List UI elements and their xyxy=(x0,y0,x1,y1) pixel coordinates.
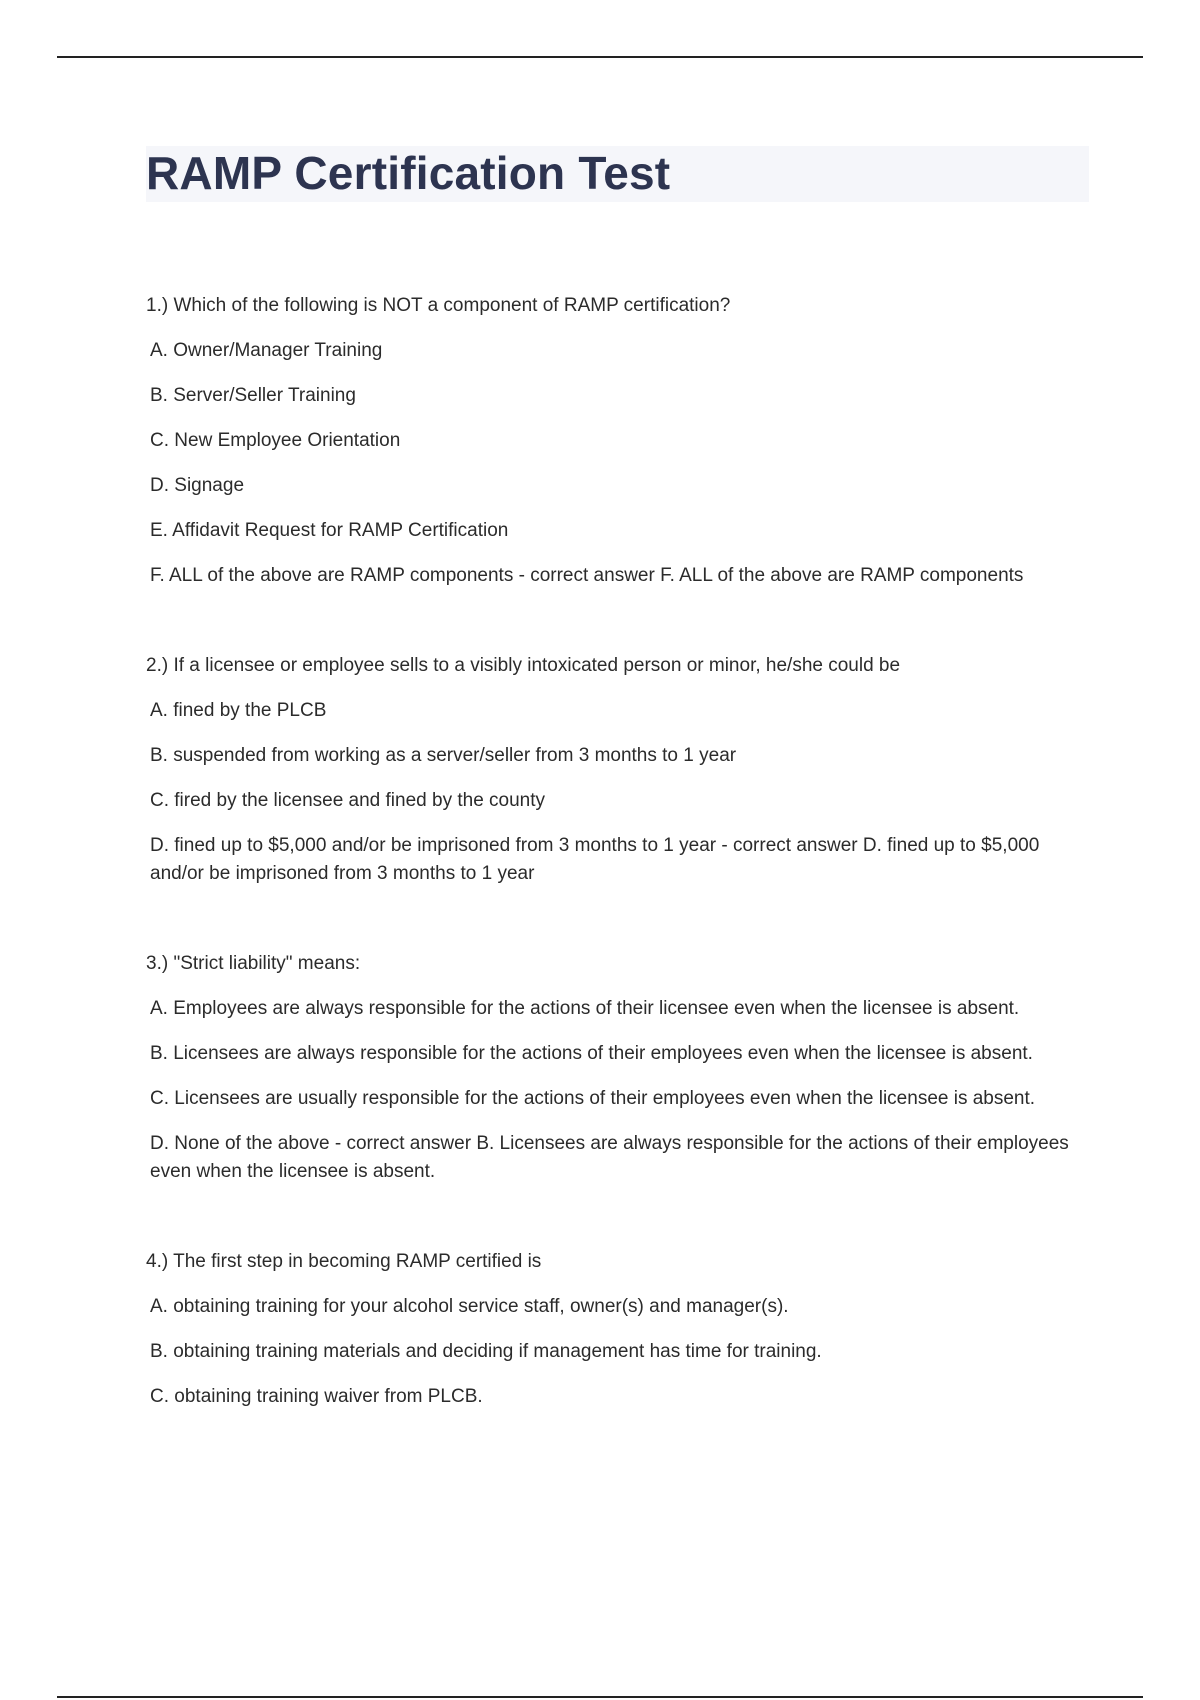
question-block-2 xyxy=(146,652,1096,888)
answer-option: B. suspended from working as a server/seller from 3 months to 1 year xyxy=(150,745,737,766)
question-list xyxy=(146,292,1096,1473)
answer-option: A. Owner/Manager Training xyxy=(150,340,383,361)
header-rule xyxy=(57,56,1143,58)
question-text: 3.) "Strict liability" means: xyxy=(146,953,361,974)
answer-option: B. obtaining training materials and deciding if management has time for training. xyxy=(150,1341,822,1362)
question-text: 4.) The first step in becoming RAMP certified is xyxy=(146,1251,542,1272)
answer-option: A. obtaining training for your alcohol service staff, owner(s) and manager(s). xyxy=(150,1296,789,1317)
answer-option: E. Affidavit Request for RAMP Certification xyxy=(150,520,509,541)
answer-option: C. fired by the licensee and fined by the county xyxy=(150,790,546,811)
answer-option: A. fined by the PLCB xyxy=(150,700,327,721)
answer-option: C. obtaining training waiver from PLCB. xyxy=(150,1386,483,1407)
answer-option: D. Signage xyxy=(150,475,245,496)
footer-rule xyxy=(57,1696,1143,1698)
answer-option: D. fined up to $5,000 and/or be imprisoned from 3 months to 1 year - correct answer D. fined up to $5,000 and/or be imprisoned from 3 months to 1 year xyxy=(150,835,1040,884)
answer-option: C. New Employee Orientation xyxy=(150,430,401,451)
question-text: 1.) Which of the following is NOT a component of RAMP certification? xyxy=(146,295,731,316)
answer-option: B. Licensees are always responsible for the actions of their employees even when the licensee is absent. xyxy=(150,1043,1033,1064)
answer-option: B. Server/Seller Training xyxy=(150,385,356,406)
question-block-1 xyxy=(146,292,1096,590)
question-text: 2.) If a licensee or employee sells to a visibly intoxicated person or minor, he/she could be xyxy=(146,655,901,676)
answer-option: F. ALL of the above are RAMP components - correct answer F. ALL of the above are RAMP components xyxy=(150,565,1024,586)
answer-option: A. Employees are always responsible for the actions of their licensee even when the licensee is absent. xyxy=(150,998,1020,1019)
question-block-3 xyxy=(146,950,1096,1186)
question-block-4 xyxy=(146,1248,1096,1411)
page-title: RAMP Certification Test xyxy=(146,147,671,199)
answer-option: C. Licensees are usually responsible for the actions of their employees even when the licensee is absent. xyxy=(150,1088,1036,1109)
answer-option: D. None of the above - correct answer B. Licensees are always responsible for the actions of their employees even when the licensee is absent. xyxy=(150,1133,1069,1182)
